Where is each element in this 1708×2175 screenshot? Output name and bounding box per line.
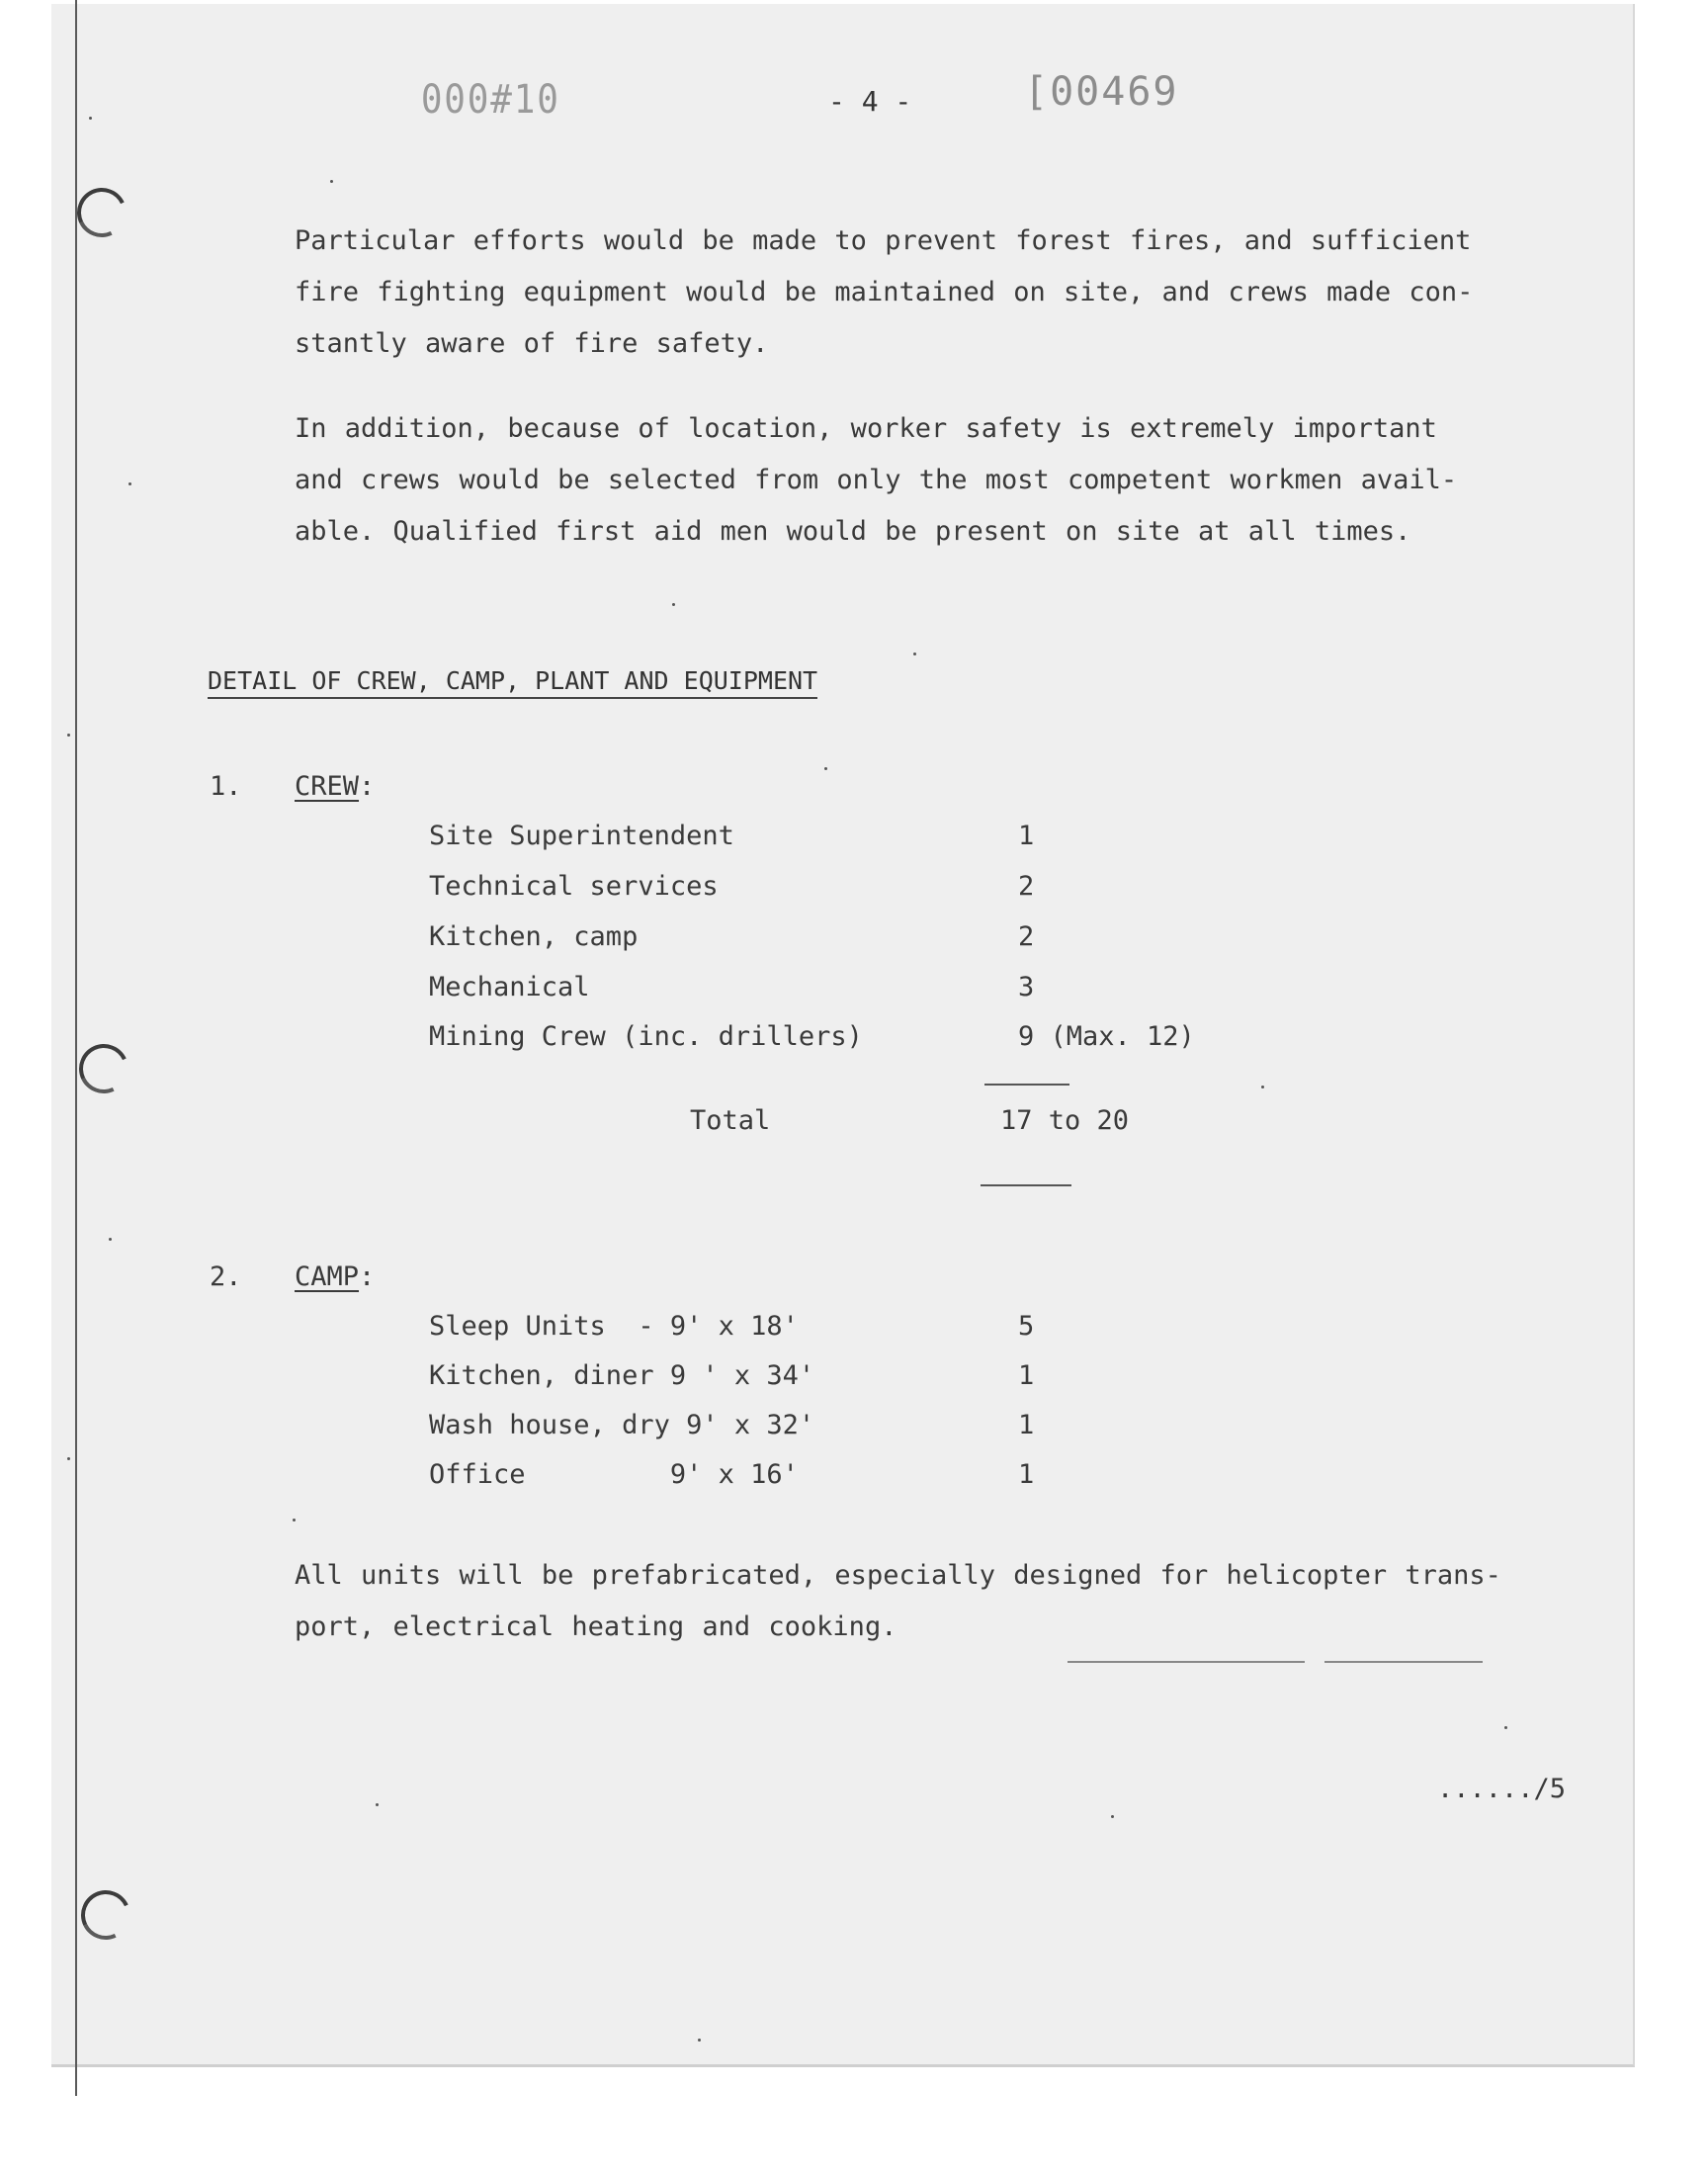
section-heading: DETAIL OF CREW, CAMP, PLANT AND EQUIPMENT: [208, 666, 817, 699]
scan-speck: [1504, 1726, 1507, 1729]
scan-speck: [67, 1457, 70, 1460]
binding-line: [75, 0, 77, 2096]
crew-title-text: CREW: [295, 771, 360, 802]
scan-speck: [698, 2039, 701, 2042]
crew-item-label: Technical services: [429, 871, 719, 902]
document-stamp-left: 000#10: [420, 77, 560, 123]
scan-speck: [1261, 1086, 1264, 1088]
crew-item-label: Mining Crew (inc. drillers): [429, 1021, 863, 1052]
crew-item-value: 2: [1018, 921, 1035, 952]
scan-speck: [1111, 1815, 1114, 1818]
scan-speck: [672, 603, 675, 606]
crew-item-value: 3: [1018, 972, 1035, 1002]
scan-mark: [1068, 1661, 1305, 1663]
camp-item-label: Sleep Units - 9' x 18': [429, 1311, 799, 1342]
camp-item-value: 1: [1018, 1459, 1035, 1490]
scan-speck: [824, 767, 827, 770]
continuation-marker: ....../5: [1437, 1774, 1567, 1804]
crew-item-value: 2: [1018, 871, 1035, 902]
crew-item-label: Kitchen, camp: [429, 921, 639, 952]
camp-item-value: 1: [1018, 1360, 1035, 1391]
scan-speck: [128, 482, 131, 485]
total-rule-top: [984, 1084, 1069, 1086]
camp-item-value: 5: [1018, 1311, 1035, 1342]
camp-item-label: Wash house, dry 9' x 32': [429, 1410, 815, 1440]
crew-section-title: [295, 771, 375, 802]
fire-safety-paragraph: Particular efforts would be made to prevent forest fires, and sufficient fire fighting equipment would be maintained on site, and crews made con- stantly aware of fire safety.: [295, 225, 1474, 359]
crew-total-label: Total: [690, 1105, 771, 1136]
camp-item-label: Kitchen, diner 9 ' x 34': [429, 1360, 815, 1391]
scan-speck: [89, 117, 92, 120]
crew-section-number: 1.: [210, 771, 242, 802]
camp-units-note: All units will be prefabricated, especially designed for helicopter trans- port, electrical heating and cooking.: [295, 1560, 1501, 1642]
camp-title-colon: :: [359, 1262, 376, 1292]
crew-item-label: Mechanical: [429, 972, 590, 1002]
camp-section-number: 2.: [210, 1262, 242, 1292]
crew-item-label: Site Superintendent: [429, 821, 734, 851]
camp-item-label: Office 9' x 16': [429, 1459, 799, 1490]
scan-speck: [330, 180, 333, 183]
crew-item-value: 1: [1018, 821, 1035, 851]
scan-speck: [376, 1803, 379, 1806]
document-stamp-right: [00469: [1024, 69, 1179, 115]
crew-total-value: 17 to 20: [1000, 1105, 1130, 1136]
scan-speck: [109, 1238, 112, 1241]
camp-section-title: [295, 1262, 375, 1292]
worker-safety-paragraph: In addition, because of location, worker safety is extremely important and crews would be selected from only the most competent workmen avail- able. Qualified first aid men would be present on site at all times.: [295, 413, 1458, 547]
scan-speck: [293, 1519, 296, 1522]
scan-speck: [67, 734, 70, 737]
page-number: - 4 -: [828, 85, 912, 118]
scan-mark: [1324, 1661, 1483, 1663]
scan-speck: [913, 652, 916, 655]
crew-title-colon: :: [359, 771, 376, 802]
camp-item-value: 1: [1018, 1410, 1035, 1440]
camp-title-text: CAMP: [295, 1262, 360, 1292]
crew-item-value: 9 (Max. 12): [1018, 1021, 1195, 1052]
total-rule-bottom: [981, 1184, 1071, 1186]
